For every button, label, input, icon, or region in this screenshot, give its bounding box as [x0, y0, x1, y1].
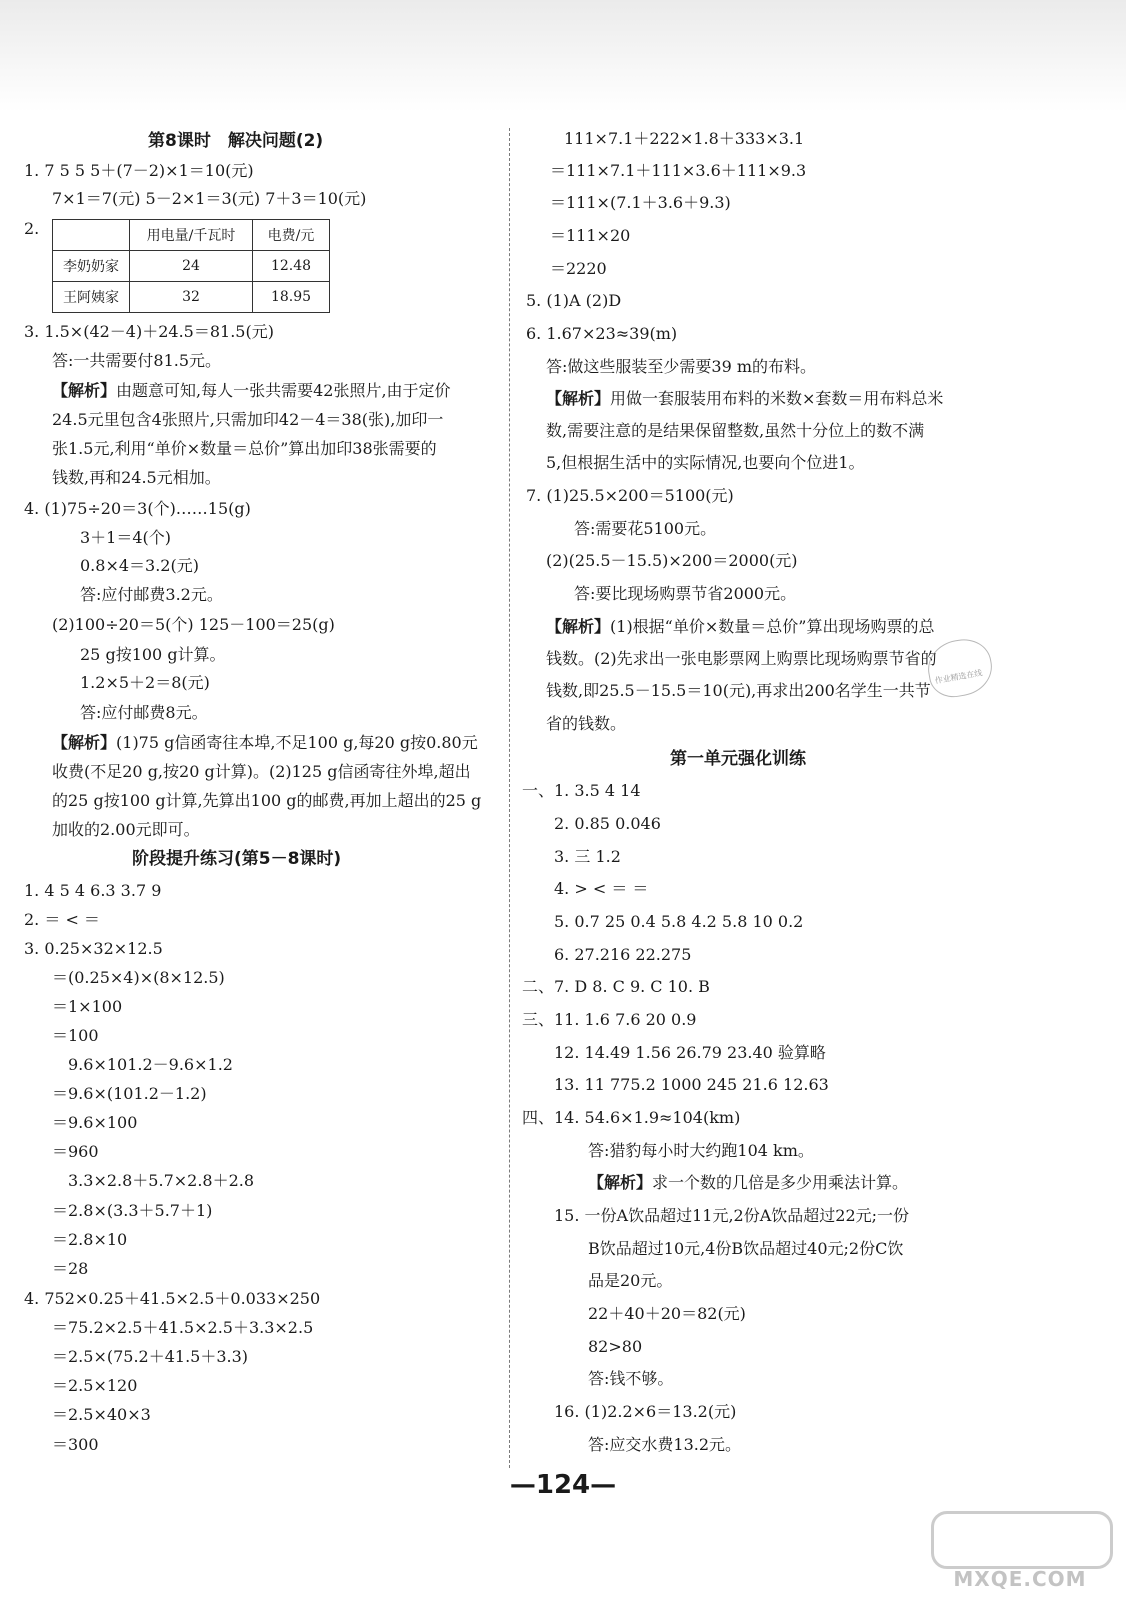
- calc-line2: ＝111×7.1＋111×3.6＋111×9.3: [550, 161, 807, 180]
- answer-6a: 6. 1.67×23≈39(m): [526, 324, 678, 343]
- practice-3d: ＝100: [52, 1026, 99, 1045]
- practice-2: 2. ＝ < ＝: [24, 910, 100, 929]
- heading-lesson8: 第8课时 解决问题(2): [148, 131, 324, 151]
- practice-3c: ＝1×100: [52, 997, 123, 1016]
- answer-7b: 答:需要花5100元。: [574, 519, 717, 538]
- unit-q14-answer: 答:猎豹每小时大约跑104 km。: [588, 1141, 814, 1160]
- answer-2-label: 2.: [24, 219, 40, 238]
- answer-1a: 1. 7 5 5 5＋(7－2)×1＝10(元): [24, 161, 254, 180]
- unit-q15-line3: 品是20元。: [588, 1271, 673, 1290]
- answer-4c: 0.8×4＝3.2(元): [80, 556, 199, 575]
- analysis-3-line3: 张1.5元,利用“单价×数量＝总价”算出加印38张需要的: [52, 439, 437, 458]
- top-shade: [0, 0, 1126, 112]
- heading-unit-training: 第一单元强化训练: [670, 749, 806, 769]
- answer-4d: 答:应付邮费3.2元。: [80, 585, 223, 604]
- analysis-label: 【解析】: [546, 389, 611, 408]
- answer-4h: 答:应付邮费8元。: [80, 703, 208, 722]
- analysis-7-line3: 钱数,即25.5－15.5＝10(元),再求出200名学生一共节: [546, 681, 931, 700]
- table-row: [53, 282, 330, 313]
- practice-3k: ＝2.8×10: [52, 1230, 128, 1249]
- unit-q14-analysis: [588, 1172, 908, 1194]
- calc-line4: ＝111×20: [550, 226, 631, 245]
- heading-stage-practice: 阶段提升练习(第5－8课时): [132, 849, 342, 869]
- unit-part2: 二、7. D 8. C 9. C 10. B: [522, 977, 710, 996]
- practice-4b: ＝75.2×2.5＋41.5×2.5＋3.3×2.5: [52, 1318, 314, 1337]
- analysis-4-line1: [52, 732, 478, 754]
- analysis-4-line4: 加收的2.00元即可。: [52, 820, 200, 839]
- analysis-label: 【解析】: [52, 733, 117, 752]
- calc-line1: 111×7.1＋222×1.8＋333×3.1: [564, 129, 805, 148]
- analysis-text: 由题意可知,每人一张共需要42张照片,由于定价: [116, 381, 451, 400]
- unit-q15-line1: 15. 一份A饮品超过11元,2份A饮品超过22元;一份: [554, 1206, 910, 1225]
- stamp-icon: [924, 635, 997, 701]
- practice-3g: ＝9.6×100: [52, 1113, 138, 1132]
- watermark-text: MXQE.COM: [953, 1567, 1087, 1591]
- analysis-label: 【解析】: [588, 1173, 653, 1192]
- practice-3h: ＝960: [52, 1142, 99, 1161]
- table-header-row: [53, 220, 330, 251]
- watermark-logo-icon: [925, 1505, 1115, 1593]
- analysis-6-line3: 5,但根据生活中的实际情况,也要向个位进1。: [546, 453, 865, 472]
- unit-q15-line5: 82>80: [588, 1337, 643, 1356]
- table-cell: 王阿姨家: [53, 282, 130, 313]
- calc-line3: ＝111×(7.1＋3.6＋9.3): [550, 193, 731, 212]
- analysis-7-line2: 钱数。(2)先求出一张电影票网上购票比现场购票节省的: [546, 649, 937, 668]
- analysis-4-line3: 的25 g按100 g计算,先算出100 g的邮费,再加上超出的25 g: [52, 791, 482, 810]
- analysis-7-line1: [546, 616, 934, 638]
- unit-part1-q4: 4. > < ＝ ＝: [554, 879, 649, 898]
- unit-part3-q13: 13. 11 775.2 1000 245 21.6 12.63: [554, 1075, 829, 1094]
- practice-3a: 3. 0.25×32×12.5: [24, 939, 163, 958]
- analysis-text: (1)根据“单价×数量＝总价”算出现场购票的总: [610, 617, 935, 636]
- answer-4a: 4. (1)75÷20＝3(个)……15(g): [24, 499, 251, 518]
- unit-part1-q2: 2. 0.85 0.046: [554, 814, 661, 833]
- unit-q16-answer: 答:应交水费13.2元。: [588, 1435, 742, 1454]
- unit-q15-line2: B饮品超过10元,4份B饮品超过40元;2份C饮: [588, 1239, 904, 1258]
- electricity-table: [52, 219, 330, 313]
- practice-4e: ＝2.5×40×3: [52, 1405, 151, 1424]
- watermark-frame: [931, 1511, 1113, 1569]
- practice-1: 1. 4 5 4 6.3 3.7 9: [24, 881, 162, 900]
- page-number: —124—: [509, 1470, 617, 1500]
- practice-3f: ＝9.6×(101.2－1.2): [52, 1084, 207, 1103]
- analysis-label: 【解析】: [546, 617, 611, 636]
- stamp-text: 作业精选在线: [934, 668, 983, 686]
- answer-7d: 答:要比现场购票节省2000元。: [574, 584, 797, 603]
- answer-3b: 答:一共需要付81.5元。: [52, 351, 222, 370]
- calc-line5: ＝2220: [550, 259, 607, 278]
- analysis-4-line2: 收费(不足20 g,按20 g计算)。(2)125 g信函寄往外埠,超出: [52, 762, 471, 781]
- answer-7a: 7. (1)25.5×200＝5100(元): [526, 486, 734, 505]
- analysis-label: 【解析】: [52, 381, 117, 400]
- analysis-6-line2: 数,需要注意的是结果保留整数,虽然十分位上的数不满: [546, 421, 925, 440]
- answer-5: 5. (1)A (2)D: [526, 291, 622, 310]
- analysis-6-line1: [546, 388, 943, 410]
- analysis-text: (1)75 g信函寄往本埠,不足100 g,每20 g按0.80元: [116, 733, 478, 752]
- answer-4b: 3＋1＝4(个): [80, 528, 172, 547]
- practice-4d: ＝2.5×120: [52, 1376, 138, 1395]
- practice-3e: 9.6×101.2－9.6×1.2: [68, 1055, 233, 1074]
- answer-7c: (2)(25.5－15.5)×200＝2000(元): [546, 551, 798, 570]
- unit-q15-line4: 22＋40＋20＝82(元): [588, 1304, 746, 1323]
- table-header-cell: 电费/元: [253, 220, 330, 251]
- table-cell: 李奶奶家: [53, 251, 130, 282]
- unit-part1-q5: 5. 0.7 25 0.4 5.8 4.2 5.8 10 0.2: [554, 912, 804, 931]
- practice-4c: ＝2.5×(75.2＋41.5＋3.3): [52, 1347, 249, 1366]
- table-header-cell: [53, 220, 130, 251]
- practice-3j: ＝2.8×(3.3＋5.7＋1): [52, 1201, 213, 1220]
- unit-q15-answer: 答:钱不够。: [588, 1369, 674, 1388]
- answer-3a: 3. 1.5×(42－4)＋24.5＝81.5(元): [24, 322, 274, 341]
- table-cell: 12.48: [253, 251, 330, 282]
- answer-1b: 7×1＝7(元) 5－2×1＝3(元) 7＋3＝10(元): [52, 189, 367, 208]
- unit-part1-q1: 一、1. 3.5 4 14: [522, 781, 641, 800]
- analysis-3-line2: 24.5元里包含4张照片,只需加印42－4＝38(张),加印一: [52, 410, 444, 429]
- table-cell: 32: [130, 282, 253, 313]
- table-row: [53, 251, 330, 282]
- practice-4a: 4. 752×0.25＋41.5×2.5＋0.033×250: [24, 1289, 321, 1308]
- practice-3i: 3.3×2.8＋5.7×2.8＋2.8: [68, 1171, 255, 1190]
- table-cell: 18.95: [253, 282, 330, 313]
- analysis-text: 用做一套服装用布料的米数×套数＝用布料总米: [610, 389, 944, 408]
- unit-part1-q3: 3. 三 1.2: [554, 847, 621, 866]
- unit-part3-q11: 三、11. 1.6 7.6 20 0.9: [522, 1010, 697, 1029]
- practice-3l: ＝28: [52, 1259, 89, 1278]
- unit-part4-q14: 四、14. 54.6×1.9≈104(km): [522, 1108, 741, 1127]
- analysis-3-line1: [52, 380, 451, 402]
- answer-4e: (2)100÷20＝5(个) 125－100＝25(g): [52, 615, 335, 634]
- answer-4f: 25 g按100 g计算。: [80, 645, 226, 664]
- unit-part1-q6: 6. 27.216 22.275: [554, 945, 692, 964]
- answer-6b: 答:做这些服装至少需要39 m的布料。: [546, 357, 817, 376]
- practice-3b: ＝(0.25×4)×(8×12.5): [52, 968, 225, 987]
- column-divider: [509, 128, 510, 1468]
- unit-part3-q12: 12. 14.49 1.56 26.79 23.40 验算略: [554, 1043, 826, 1062]
- unit-q16-line1: 16. (1)2.2×6＝13.2(元): [554, 1402, 737, 1421]
- analysis-7-line4: 省的钱数。: [546, 714, 627, 733]
- answer-4g: 1.2×5＋2＝8(元): [80, 673, 210, 692]
- table-cell: 24: [130, 251, 253, 282]
- analysis-text: 求一个数的几倍是多少用乘法计算。: [652, 1173, 909, 1192]
- practice-4f: ＝300: [52, 1435, 99, 1454]
- table-header-cell: 用电量/千瓦时: [130, 220, 253, 251]
- analysis-3-line4: 钱数,再和24.5元相加。: [52, 468, 221, 487]
